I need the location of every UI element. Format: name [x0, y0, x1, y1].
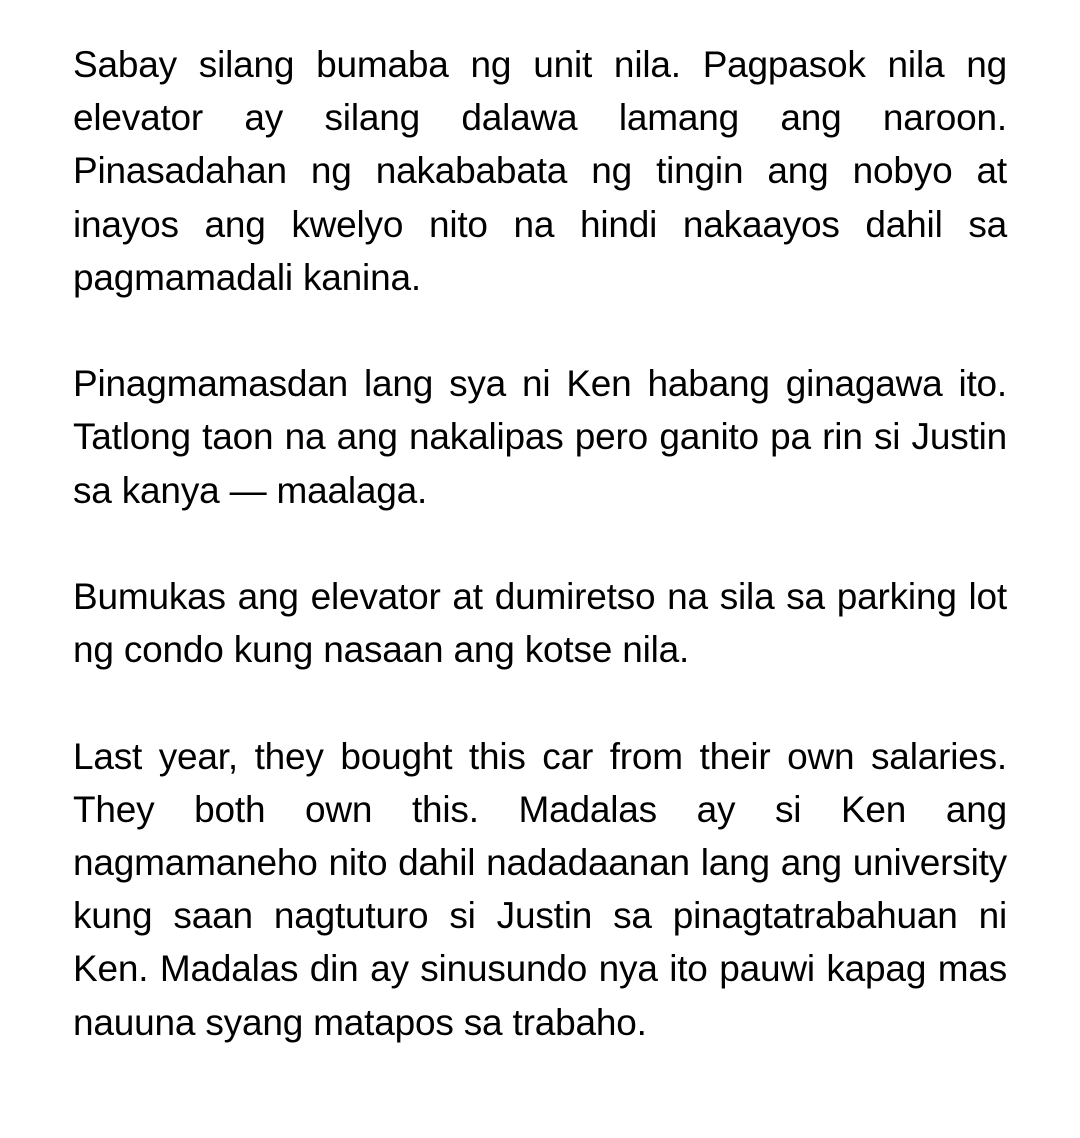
story-page [73, 38, 1007, 1049]
story-paragraph-1: Sabay silang bumaba ng unit nila. Pagpasok nila ng elevator ay silang dalawa lamang ang naroon. Pinasadahan ng nakababata ng tingin ang nobyo at inayos ang kwelyo nito na hindi nakaayos dahil sa pagmamadali kanina. [73, 44, 1007, 298]
story-paragraph-3: Bumukas ang elevator at dumiretso na sila sa parking lot ng condo kung nasaan ang kotse nila. [73, 576, 1007, 671]
story-paragraph-2: Pinagmamasdan lang sya ni Ken habang ginagawa ito. Tatlong taon na ang nakalipas pero ganito pa rin si Justin sa kanya — maalaga. [73, 363, 1007, 511]
story-paragraph-4: Last year, they bought this car from their own salaries. They both own this. Madalas ay si Ken ang nagmamaneho nito dahil nadadaanan lang ang university kung saan nagtuturo si Justin sa pinagtatrabahuan ni Ken. Madalas din ay sinusundo nya ito pauwi kapag mas nauuna syang matapos sa trabaho. [73, 735, 1007, 1043]
